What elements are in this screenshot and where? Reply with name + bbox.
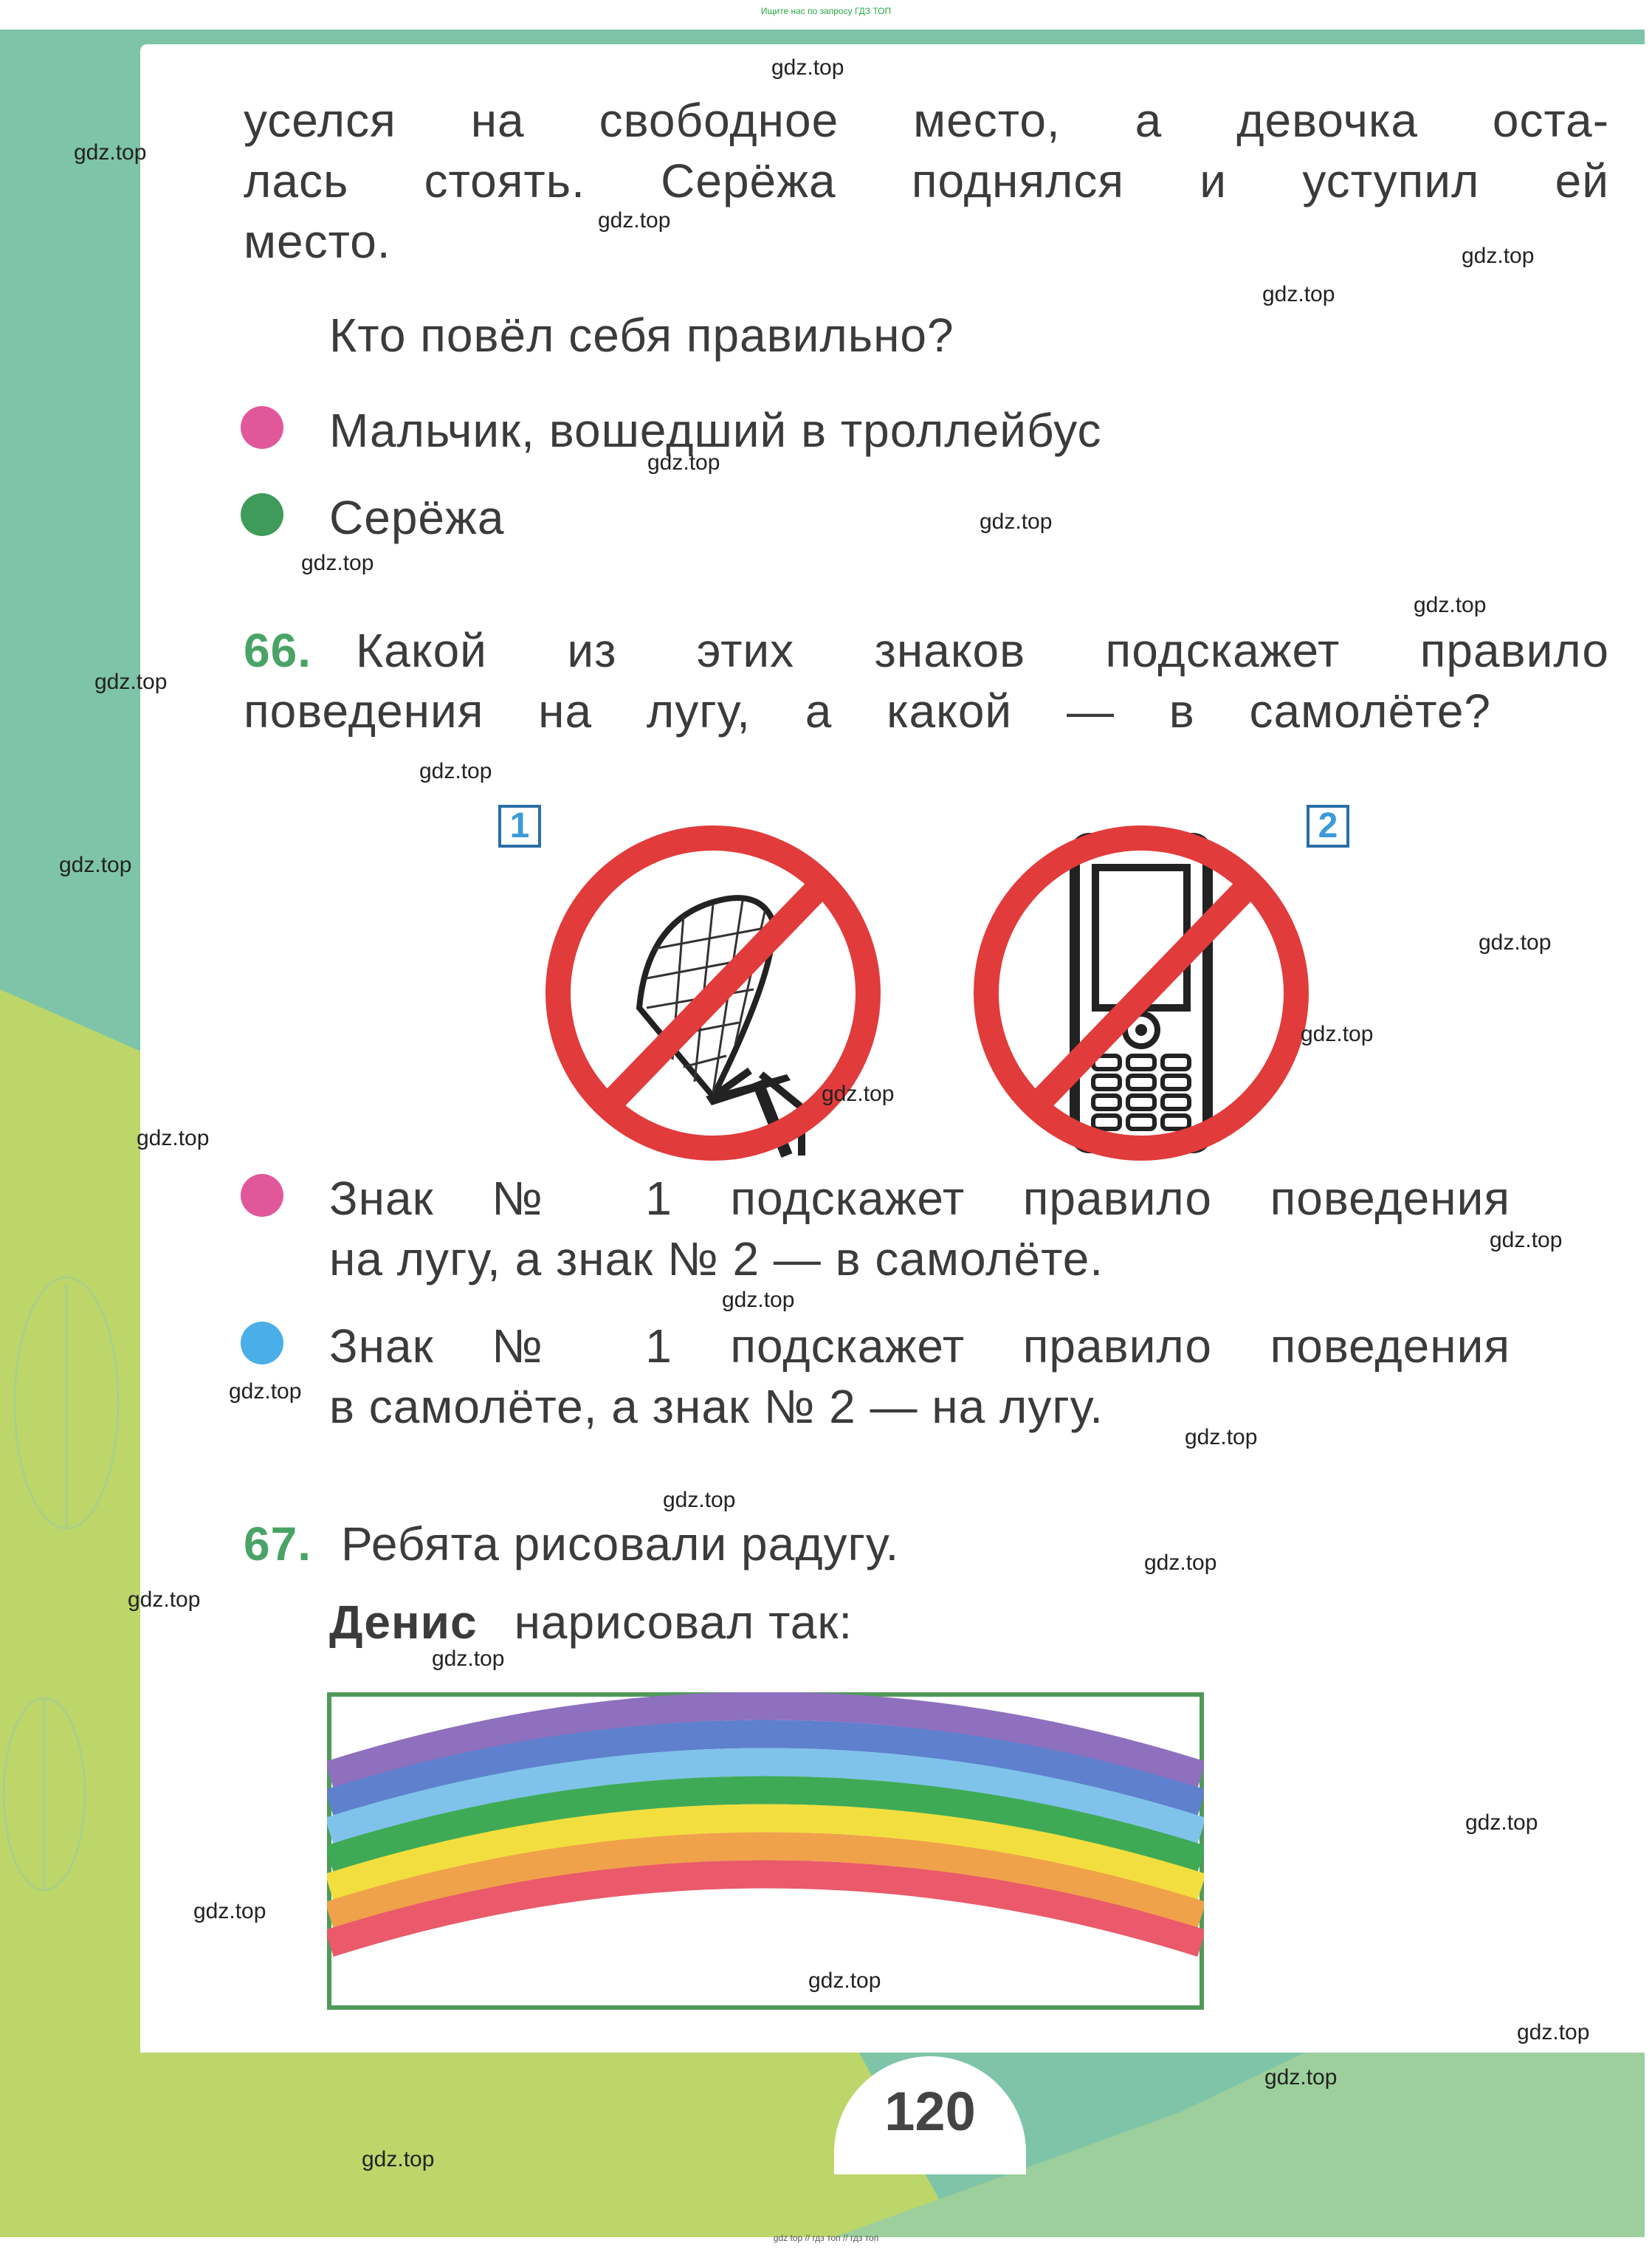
- watermark: gdz.top: [771, 55, 844, 80]
- watermark: gdz.top: [722, 1288, 795, 1312]
- sign-1-label: 1: [498, 805, 541, 848]
- watermark: gdz.top: [1185, 1425, 1258, 1449]
- no-butterfly-net-sign: [536, 816, 890, 1170]
- answer-66-1-line-1: Знак № 1 подскажет правило поведения: [329, 1172, 1510, 1225]
- watermark: gdz.top: [598, 208, 671, 233]
- rainbow-drawing: [327, 1692, 1204, 2010]
- watermark: gdz.top: [1301, 1022, 1374, 1046]
- footer-note: gdz top // гдз топ // гдз топ: [773, 2233, 879, 2243]
- answer-66-2-line-1: Знак № 1 подскажет правило поведения: [329, 1319, 1510, 1373]
- denis-name: Денис: [329, 1596, 478, 1649]
- task-67-line: [244, 1514, 899, 1574]
- denis-line: [329, 1592, 853, 1652]
- watermark: gdz.top: [229, 1379, 302, 1404]
- answer-text-boy: Мальчик, вошедший в троллейбус: [329, 404, 1102, 457]
- watermark: gdz.top: [128, 1587, 201, 1612]
- watermark: gdz.top: [419, 759, 492, 783]
- watermark: gdz.top: [74, 140, 147, 165]
- intro-line-1: уселся на свободное место, а девочка оста-: [244, 94, 1609, 147]
- watermark: gdz.top: [1414, 593, 1487, 617]
- watermark: gdz.top: [1479, 930, 1552, 955]
- watermark: gdz.top: [362, 2147, 435, 2171]
- watermark: gdz.top: [301, 551, 374, 575]
- task-66-number: 66.: [244, 624, 312, 677]
- sign-2-label: 2: [1307, 805, 1349, 848]
- question-text: Кто повёл себя правильно?: [329, 309, 954, 362]
- watermark: gdz.top: [1462, 244, 1535, 268]
- task-66-text-1: Какой из этих знаков подскажет правило: [355, 624, 1609, 677]
- watermark: gdz.top: [1465, 1810, 1538, 1835]
- header-note: Ищите нас по запросу ГДЗ ТОП: [760, 6, 892, 16]
- watermark: gdz.top: [432, 1647, 505, 1671]
- answer-66-1-line-2: на лугу, а знак № 2 — в самолёте.: [329, 1232, 1104, 1285]
- answer-text-seryozha: Серёжа: [329, 491, 505, 544]
- watermark: gdz.top: [59, 853, 132, 877]
- watermark: gdz.top: [1262, 282, 1335, 306]
- watermark: gdz.top: [980, 509, 1053, 534]
- watermark: gdz.top: [94, 670, 168, 694]
- watermark: gdz.top: [663, 1488, 736, 1512]
- task-67-number: 67.: [244, 1517, 312, 1570]
- intro-line-2: лась стоять. Серёжа поднялся и уступил ей: [244, 154, 1609, 207]
- answer-bullet-pink[interactable]: [241, 406, 283, 449]
- watermark: gdz.top: [137, 1126, 210, 1150]
- task-66-line-1: [244, 620, 1609, 681]
- no-mobile-phone-sign: [964, 816, 1318, 1170]
- watermark: gdz.top: [808, 1968, 881, 1993]
- answer-bullet-green[interactable]: [241, 493, 283, 536]
- page-number: 120: [834, 2056, 1026, 2174]
- watermark: gdz.top: [822, 1082, 895, 1106]
- task-66-line-2: поведения на лугу, а какой — в самолёте?: [244, 684, 1491, 738]
- watermark: gdz.top: [1144, 1551, 1217, 1575]
- watermark: gdz.top: [1264, 2065, 1338, 2090]
- watermark: gdz.top: [1490, 1228, 1563, 1252]
- intro-line-3: место.: [244, 215, 391, 268]
- answer-66-2-line-2: в самолёте, а знак № 2 — на лугу.: [329, 1380, 1104, 1433]
- answer-66-bullet-blue[interactable]: [241, 1322, 283, 1364]
- denis-rest: нарисовал так:: [514, 1596, 853, 1649]
- watermark: gdz.top: [1517, 2020, 1590, 2044]
- task-67-text: Ребята рисовали радугу.: [340, 1517, 900, 1570]
- answer-66-bullet-pink[interactable]: [241, 1174, 283, 1217]
- watermark: gdz.top: [193, 1899, 266, 1923]
- watermark: gdz.top: [647, 450, 720, 475]
